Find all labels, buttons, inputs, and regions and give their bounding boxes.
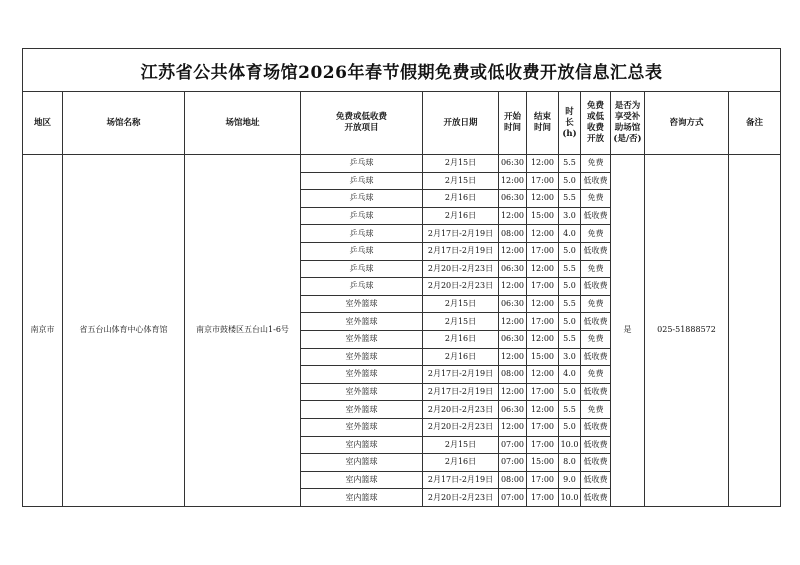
start-time-cell: 12:00 xyxy=(499,418,527,436)
venue-name-cell: 省五台山体育中心体育馆 xyxy=(63,155,185,507)
date-cell: 2月20日-2月23日 xyxy=(423,401,499,419)
project-cell: 室外篮球 xyxy=(301,383,423,401)
fee-cell: 低收费 xyxy=(581,348,611,366)
duration-cell: 5.0 xyxy=(559,242,581,260)
fee-cell: 低收费 xyxy=(581,489,611,507)
end-time-cell: 15:00 xyxy=(527,454,559,472)
start-time-cell: 12:00 xyxy=(499,207,527,225)
start-time-cell: 06:30 xyxy=(499,401,527,419)
duration-cell: 5.0 xyxy=(559,278,581,296)
project-cell: 乒乓球 xyxy=(301,172,423,190)
project-cell: 室外篮球 xyxy=(301,366,423,384)
project-cell: 室外篮球 xyxy=(301,313,423,331)
end-time-cell: 12:00 xyxy=(527,190,559,208)
date-cell: 2月20日-2月23日 xyxy=(423,489,499,507)
date-cell: 2月15日 xyxy=(423,155,499,173)
end-time-cell: 12:00 xyxy=(527,295,559,313)
project-cell: 乒乓球 xyxy=(301,242,423,260)
duration-cell: 5.5 xyxy=(559,401,581,419)
duration-cell: 10.0 xyxy=(559,436,581,454)
end-time-cell: 17:00 xyxy=(527,313,559,331)
end-time-cell: 12:00 xyxy=(527,225,559,243)
header-venue-name: 场馆名称 xyxy=(63,92,185,155)
header-start-time: 开始时间 xyxy=(499,92,527,155)
fee-cell: 低收费 xyxy=(581,172,611,190)
fee-cell: 低收费 xyxy=(581,471,611,489)
duration-cell: 5.0 xyxy=(559,418,581,436)
header-fee-type: 免费或低收费开放 xyxy=(581,92,611,155)
header-project: 免费或低收费开放项目 xyxy=(301,92,423,155)
start-time-cell: 07:00 xyxy=(499,489,527,507)
header-end-time: 结束时间 xyxy=(527,92,559,155)
start-time-cell: 06:30 xyxy=(499,260,527,278)
duration-cell: 5.5 xyxy=(559,190,581,208)
fee-cell: 免费 xyxy=(581,330,611,348)
table-row xyxy=(23,155,781,173)
date-cell: 2月15日 xyxy=(423,436,499,454)
project-cell: 室内篮球 xyxy=(301,489,423,507)
date-cell: 2月20日-2月23日 xyxy=(423,418,499,436)
duration-cell: 8.0 xyxy=(559,454,581,472)
header-contact: 咨询方式 xyxy=(645,92,729,155)
fee-cell: 低收费 xyxy=(581,207,611,225)
header-subsidy: 是否为享受补助场馆(是/否) xyxy=(611,92,645,155)
duration-cell: 5.0 xyxy=(559,172,581,190)
region-cell: 南京市 xyxy=(23,155,63,507)
fee-cell: 免费 xyxy=(581,295,611,313)
summary-sheet xyxy=(22,48,780,507)
fee-cell: 免费 xyxy=(581,155,611,173)
start-time-cell: 08:00 xyxy=(499,366,527,384)
date-cell: 2月17日-2月19日 xyxy=(423,225,499,243)
date-cell: 2月20日-2月23日 xyxy=(423,260,499,278)
start-time-cell: 07:00 xyxy=(499,454,527,472)
header-row xyxy=(23,92,781,155)
date-cell: 2月17日-2月19日 xyxy=(423,366,499,384)
end-time-cell: 12:00 xyxy=(527,260,559,278)
end-time-cell: 12:00 xyxy=(527,366,559,384)
end-time-cell: 17:00 xyxy=(527,383,559,401)
date-cell: 2月15日 xyxy=(423,313,499,331)
header-region: 地区 xyxy=(23,92,63,155)
venue-address-cell: 南京市鼓楼区五台山1-6号 xyxy=(185,155,301,507)
start-time-cell: 12:00 xyxy=(499,242,527,260)
start-time-cell: 12:00 xyxy=(499,172,527,190)
header-duration: 时长(h) xyxy=(559,92,581,155)
date-cell: 2月16日 xyxy=(423,454,499,472)
start-time-cell: 08:00 xyxy=(499,225,527,243)
end-time-cell: 17:00 xyxy=(527,418,559,436)
info-table xyxy=(22,48,781,507)
date-cell: 2月17日-2月19日 xyxy=(423,471,499,489)
date-cell: 2月15日 xyxy=(423,172,499,190)
fee-cell: 免费 xyxy=(581,401,611,419)
start-time-cell: 07:00 xyxy=(499,436,527,454)
project-cell: 乒乓球 xyxy=(301,260,423,278)
project-cell: 室外篮球 xyxy=(301,418,423,436)
project-cell: 乒乓球 xyxy=(301,190,423,208)
end-time-cell: 12:00 xyxy=(527,155,559,173)
fee-cell: 低收费 xyxy=(581,454,611,472)
project-cell: 乒乓球 xyxy=(301,278,423,296)
duration-cell: 5.5 xyxy=(559,155,581,173)
project-cell: 室外篮球 xyxy=(301,330,423,348)
fee-cell: 低收费 xyxy=(581,242,611,260)
subsidy-cell: 是 xyxy=(611,155,645,507)
duration-cell: 3.0 xyxy=(559,348,581,366)
start-time-cell: 06:30 xyxy=(499,190,527,208)
duration-cell: 5.0 xyxy=(559,383,581,401)
project-cell: 乒乓球 xyxy=(301,225,423,243)
duration-cell: 4.0 xyxy=(559,366,581,384)
start-time-cell: 12:00 xyxy=(499,348,527,366)
date-cell: 2月16日 xyxy=(423,348,499,366)
end-time-cell: 17:00 xyxy=(527,471,559,489)
remarks-cell xyxy=(729,155,781,507)
date-cell: 2月17日-2月19日 xyxy=(423,242,499,260)
project-cell: 乒乓球 xyxy=(301,155,423,173)
end-time-cell: 17:00 xyxy=(527,172,559,190)
project-cell: 室外篮球 xyxy=(301,348,423,366)
project-cell: 室内篮球 xyxy=(301,454,423,472)
duration-cell: 3.0 xyxy=(559,207,581,225)
project-cell: 乒乓球 xyxy=(301,207,423,225)
duration-cell: 4.0 xyxy=(559,225,581,243)
project-cell: 室内篮球 xyxy=(301,436,423,454)
fee-cell: 低收费 xyxy=(581,418,611,436)
start-time-cell: 12:00 xyxy=(499,313,527,331)
end-time-cell: 17:00 xyxy=(527,489,559,507)
header-remarks: 备注 xyxy=(729,92,781,155)
duration-cell: 5.5 xyxy=(559,330,581,348)
start-time-cell: 08:00 xyxy=(499,471,527,489)
fee-cell: 免费 xyxy=(581,260,611,278)
duration-cell: 5.0 xyxy=(559,313,581,331)
fee-cell: 免费 xyxy=(581,190,611,208)
start-time-cell: 06:30 xyxy=(499,155,527,173)
project-cell: 室外篮球 xyxy=(301,295,423,313)
date-cell: 2月15日 xyxy=(423,295,499,313)
end-time-cell: 15:00 xyxy=(527,207,559,225)
fee-cell: 免费 xyxy=(581,225,611,243)
end-time-cell: 17:00 xyxy=(527,278,559,296)
header-venue-address: 场馆地址 xyxy=(185,92,301,155)
date-cell: 2月17日-2月19日 xyxy=(423,383,499,401)
duration-cell: 9.0 xyxy=(559,471,581,489)
duration-cell: 5.5 xyxy=(559,295,581,313)
date-cell: 2月16日 xyxy=(423,190,499,208)
fee-cell: 低收费 xyxy=(581,313,611,331)
fee-cell: 低收费 xyxy=(581,436,611,454)
date-cell: 2月20日-2月23日 xyxy=(423,278,499,296)
duration-cell: 5.5 xyxy=(559,260,581,278)
project-cell: 室外篮球 xyxy=(301,401,423,419)
end-time-cell: 12:00 xyxy=(527,330,559,348)
end-time-cell: 15:00 xyxy=(527,348,559,366)
date-cell: 2月16日 xyxy=(423,330,499,348)
date-cell: 2月16日 xyxy=(423,207,499,225)
start-time-cell: 12:00 xyxy=(499,278,527,296)
fee-cell: 低收费 xyxy=(581,383,611,401)
project-cell: 室内篮球 xyxy=(301,471,423,489)
table-body xyxy=(23,155,781,507)
fee-cell: 免费 xyxy=(581,366,611,384)
end-time-cell: 17:00 xyxy=(527,436,559,454)
header-open-date: 开放日期 xyxy=(423,92,499,155)
end-time-cell: 17:00 xyxy=(527,242,559,260)
table-title: 江苏省公共体育场馆2026年春节假期免费或低收费开放信息汇总表 xyxy=(23,49,781,92)
start-time-cell: 12:00 xyxy=(499,383,527,401)
contact-cell: 025-51888572 xyxy=(645,155,729,507)
start-time-cell: 06:30 xyxy=(499,330,527,348)
start-time-cell: 06:30 xyxy=(499,295,527,313)
fee-cell: 低收费 xyxy=(581,278,611,296)
duration-cell: 10.0 xyxy=(559,489,581,507)
end-time-cell: 12:00 xyxy=(527,401,559,419)
